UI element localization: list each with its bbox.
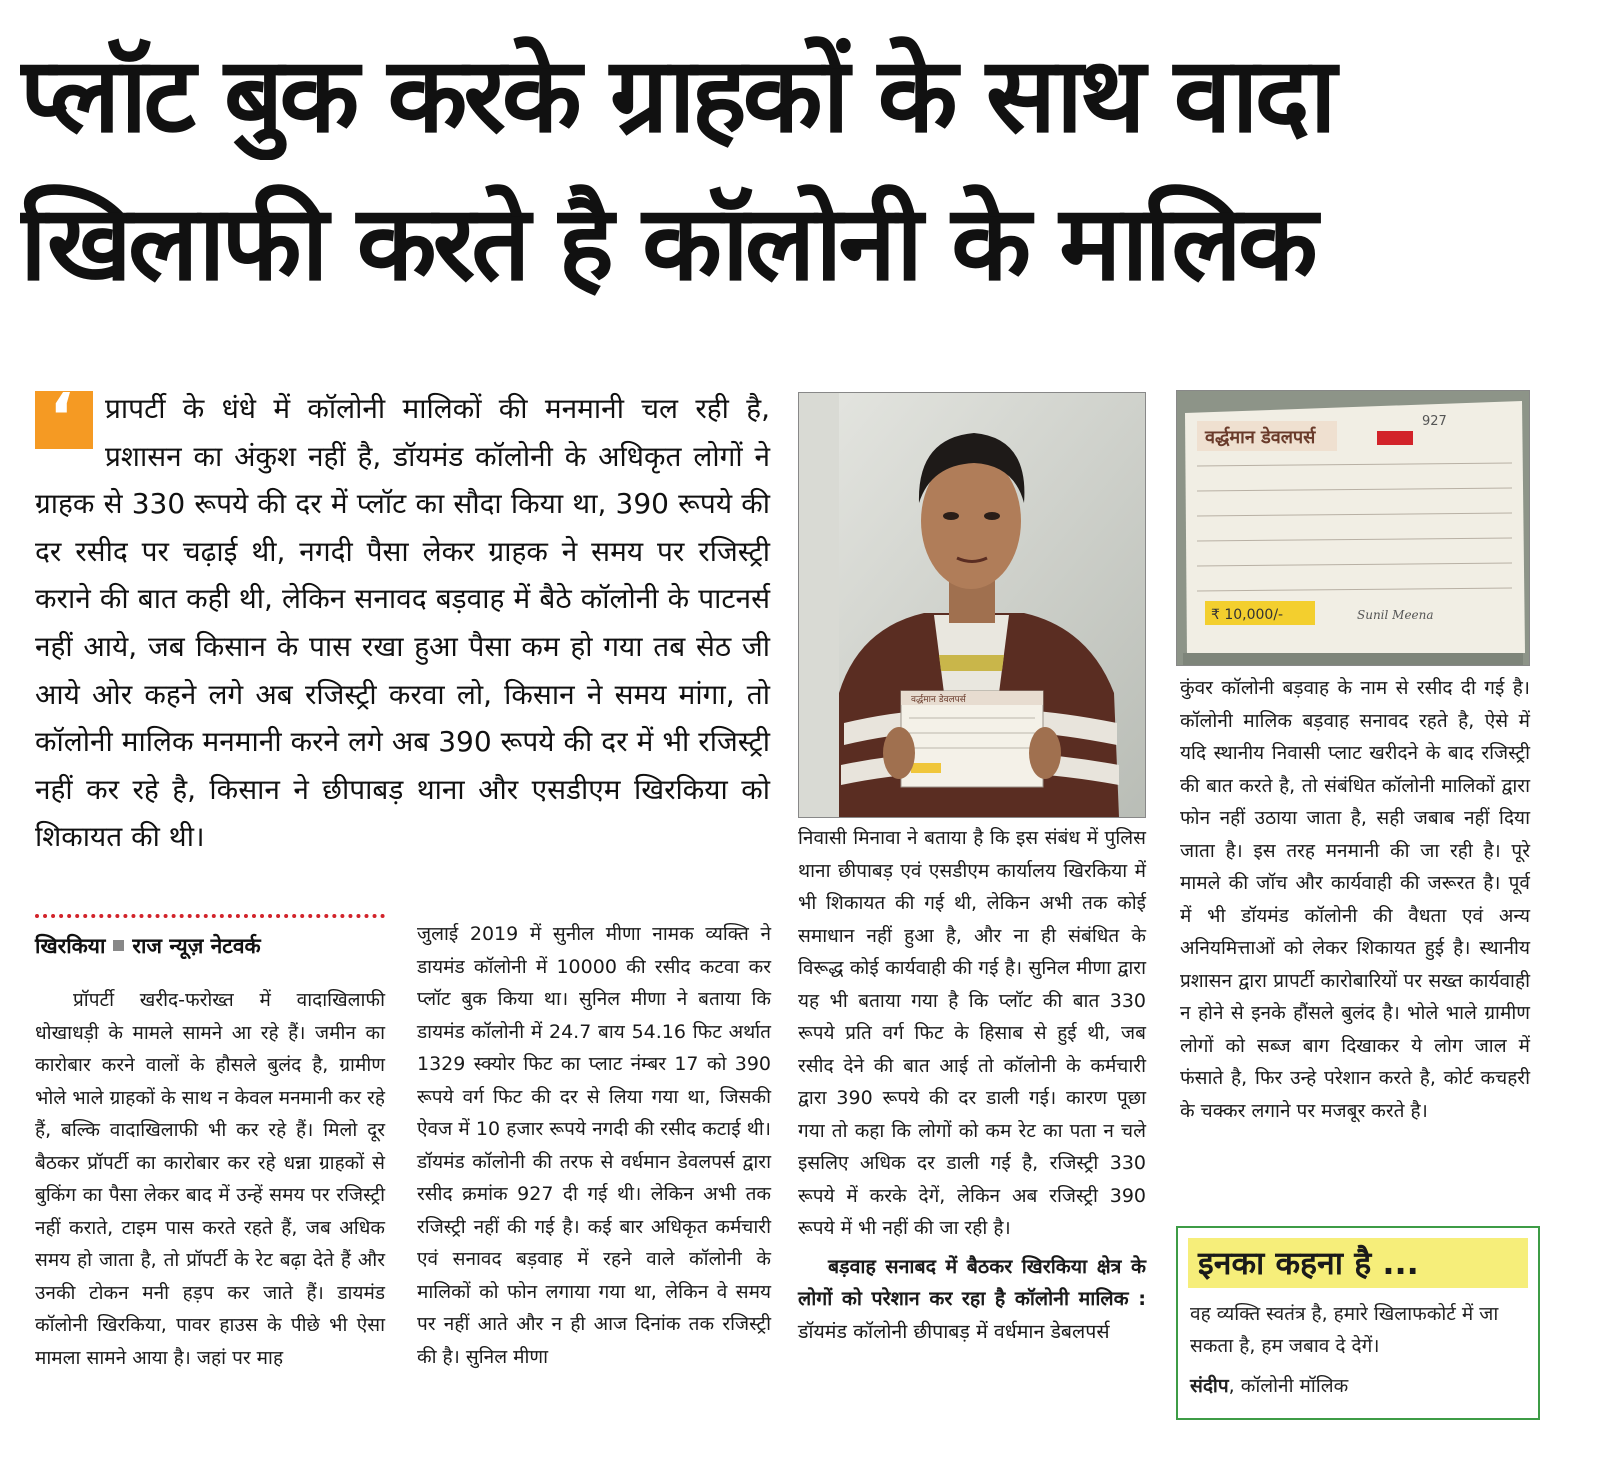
headline-line-1: प्लॉट बुक करके ग्राहकों के साथ वादा [20,34,1333,156]
speaker-role: , कॉलोनी मॉलिक [1228,1375,1349,1397]
square-bullet-icon [113,940,124,951]
byline-divider [35,914,385,918]
column-3-tail: डॉयमंड कॉलोनी छीपाबड़ में वर्धमान डेबलपर्स [798,1319,1110,1343]
byline-place: खिरकिया [35,934,106,958]
photo-man-holding-receipt [798,392,1146,818]
article-column-1: प्रॉपर्टी खरीद-फरोख्त में वादाखिलाफी धोखाधड़ी के मामले सामने आ रहे हैं। जमीन का कारोबार करने वालों के हौसले बुलंद है, ग्रामीण भोले भाले ग्राहकों के साथ न केवल मनमानी कर रहे हैं, बल्कि वादाखिलाफी भी कर रहे हैं। मिलो दूर बैठकर प्रॉपर्टी का कारोबार कर रहे धन्ना ग्राहकों से बुकिंग का पैसा लेकर बाद में उन्हें समय पर रजिस्ट्री नहीं कराते, टाइम पास करते रहते हैं, जब अधिक समय हो जाता है, तो प्रॉपर्टी के रेट बढ़ा देते हैं और उनकी टोकन मनी हड़प कर जाते हैं। डायमंड कॉलोनी खिरकिया, पावर हाउस के पीछे भी ऐसा मामला सामने आया है। जहां पर माह [35,989,385,1369]
receipt-header: वर्द्धमान डेवलपर्स [1205,427,1316,448]
byline-agency: राज न्यूज़ नेटवर्क [132,934,261,958]
photo-receipt [1176,390,1530,666]
quote-box [1176,1226,1540,1420]
receipt-illustration [1177,391,1529,665]
article-column-4: कुंवर कॉलोनी बड़वाह के नाम से रसीद दी गई है। कॉलोनी मालिक बड़वाह सनावद रहते है, ऐसे में यदि स्थानीय निवासी प्लाट खरीदने के बाद रजिस्ट्री की बात करते है, तो संबंधित कॉलोनी मालिकों द्वारा फोन नहीं उठाया जाता है, सही जबाब नहीं दिया जाता है। इस तरह मनमानी की जा रही है। पूरे मामले की जॉच और कार्यवाही की जरूरत है। पूर्व में भी डॉयमंड कॉलोनी की वैधता एवं अन्य अनियमित्ताओं को लेकर शिकायत हुई है। स्थानीय प्रशासन द्वारा प्रापर्टी कारोबारियों पर सख्त कार्यवाही न होने से इनके हौंसले बुलंद है। भोले भाले ग्रामीण लोगों को सब्ज बाग दिखाकर ये लोग जाल में फंसाते है, फिर उन्हे परेशान करते है, कोर्ट कचहरी के चक्कर लगाने पर मजबूर करते है। [1180,677,1530,1122]
headline-line-2: खिलाफी करते है कॉलोनी के मालिक [20,182,1314,304]
speaker-name: संदीप [1190,1375,1229,1397]
article-column-2: जुलाई 2019 में सुनील मीणा नामक व्यक्ति ने डायमंड कॉलोनी में 10000 की रसीद कटवा कर प्लॉट बुक किया था। सुनिल मीणा ने बताया कि डायमंड कॉलोनी में 24.7 बाय 54.16 फिट अर्थात 1329 स्क्योर फिट का प्लाट नंम्बर 17 को 390 रूपये वर्ग फिट की दर से लिया गया था, जिसकी ऐवज में 10 हजार रूपये नगदी की रसीद कटाई थी। डॉयमंड कॉलोनी की तरफ से वर्धमान डेवलपर्स द्वारा रसीद क्रमांक 927 दी गई थी। लेकिन अभी तक रजिस्ट्री नहीं की गई है। कई बार अधिकृत कर्मचारी एवं सनावद बड़वाह में रहने वाले कॉलोनी के मालिकों को फोन लगाया गया था, लेकिन वे समय पर नहीं आते और न ही आज दिनांक तक रजिस्ट्री की है। सुनिल मीणा [417,923,771,1368]
byline [35,930,395,962]
quote-box-text: वह व्यक्ति स्वतंत्र है, हमारे खिलाफकोर्ट में जा सकता है, हम जबाव दे देगें। [1190,1303,1499,1357]
receipt-number: 927 [1422,414,1447,429]
lead-paragraph-block [35,379,770,861]
man-receipt-header: वर्द्धमान डेवलपर्स [911,695,966,705]
man-photo-illustration [799,393,1145,817]
article-column-3 [798,822,1146,1348]
quote-box-title: इनका कहना है ... [1188,1238,1528,1288]
receipt-amount: ₹ 10,000/- [1211,607,1284,623]
receipt-signature: Sunil Meena [1357,608,1434,622]
column-3-subheading-para [798,1251,1146,1349]
quote-mark-icon: ‘ [35,391,93,449]
column-3-subheading: बड़वाह सनाबद में बैठकर खिरकिया क्षेत्र के लोगों को परेशान कर रहा है कॉलोनी मालिक : [798,1254,1146,1310]
quote-box-speaker [1190,1370,1348,1402]
lead-paragraph: प्रापर्टी के धंधे में कॉलोनी मालिकों की मनमानी चल रही है, प्रशासन का अंकुश नहीं है, डॉयमंड कॉलोनी के अधिकृत लोगों ने ग्राहक से 330 रूपये की दर में प्लॉट का सौदा किया था, 390 रूपये की दर रसीद पर चढ़ाई थी, नगदी पैसा लेकर ग्राहक ने समय पर रजिस्ट्री कराने की बात कही थी, लेकिन सनावद बड़वाह में बैठे कॉलोनी के पाटनर्स नहीं आये, जब किसान के पास रखा हुआ पैसा कम हो गया तब सेठ जी आये ओर कहने लगे अब रजिस्ट्री करवा लो, किसान ने समय मांगा, तो कॉलोनी मालिक मनमानी करने लगे अब 390 रूपये की दर में भी रजिस्ट्री नहीं कर रहे है, किसान ने छीपाबड़ थाना और एसडीएम खिरकिया को शिकायत की थी। [35,392,770,854]
column-3-body: निवासी मिनावा ने बताया है कि इस संबंध में पुलिस थाना छीपाबड़ एवं एसडीएम कार्यालय खिरकिया में भी शिकायत की गई थी, लेकिन अभी तक कोई समाधान नहीं हुआ है, और ना ही संबंधित के विरूद्ध कोई कार्यवाही की गई है। सुनिल मीणा द्वारा यह भी बताया गया है कि प्लॉट की बात 330 रूपये प्रति वर्ग फिट के हिसाब से हुई थी, जब रसीद देने की बात आई तो कॉलोनी के कर्मचारी द्वारा 390 रूपये की दर डाली गई। कारण पूछा गया तो कहा कि लोगों को कम रेट का पता न चले इसलिए अधिक दर डाली गई है, रजिस्ट्री 330 रूपये में करके देगें, लेकिन अब रजिस्ट्री 390 रूपये में भी नहीं की जा रही है। [798,827,1146,1239]
